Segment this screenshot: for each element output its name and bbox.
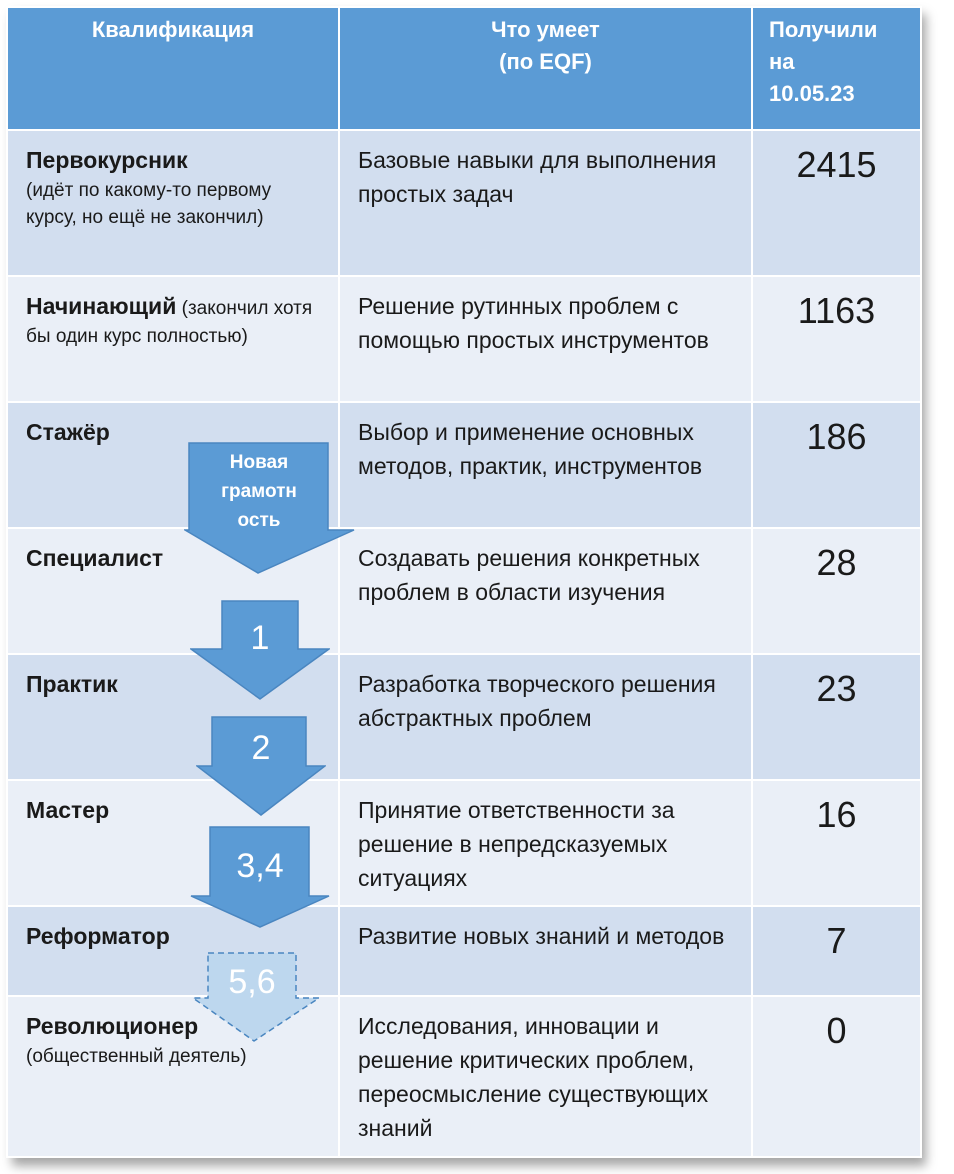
skill-cell: Разработка творческого решения абстрактных проблем bbox=[339, 654, 752, 780]
count-cell: 16 bbox=[752, 780, 921, 906]
header-skills-line1: Что умеет bbox=[491, 17, 600, 42]
header-received-date: 10.05.23 bbox=[769, 81, 855, 106]
count-cell: 1163 bbox=[752, 276, 921, 402]
header-received bbox=[752, 7, 921, 130]
qualification-name: Специалист bbox=[26, 545, 164, 571]
qualification-note: (идёт по какому-то первому курсу, но ещё не закончил) bbox=[26, 180, 272, 228]
table-row bbox=[7, 528, 921, 654]
qualification-name: Первокурсник bbox=[26, 147, 188, 173]
arrow-5-6 bbox=[192, 952, 320, 1042]
qualification-note: (закончил хотя бы один курс полностью) bbox=[26, 298, 313, 347]
qualification-name: Мастер bbox=[26, 797, 110, 823]
table-row bbox=[7, 780, 921, 906]
skill-cell: Создавать решения конкретных проблем в области изучения bbox=[339, 528, 752, 654]
qualification-table bbox=[6, 6, 922, 1158]
qualification-cell bbox=[7, 130, 339, 276]
skill-cell: Базовые навыки для выполнения простых задач bbox=[339, 130, 752, 276]
arrow-label: 3,4 bbox=[236, 847, 284, 885]
skill-cell: Исследования, инновации и решение критических проблем, переосмысление существующих знаний bbox=[339, 996, 752, 1157]
arrow-label-line3: ость bbox=[237, 510, 281, 531]
header-qualification bbox=[7, 7, 339, 130]
arrow-1 bbox=[190, 600, 330, 700]
table-row bbox=[7, 402, 921, 528]
header-skills-line2: (по EQF) bbox=[499, 49, 592, 74]
count-cell: 186 bbox=[752, 402, 921, 528]
qualification-name: Стажёр bbox=[26, 419, 110, 445]
count-cell: 28 bbox=[752, 528, 921, 654]
arrow-new-literacy bbox=[184, 442, 356, 575]
arrow-2 bbox=[196, 716, 326, 816]
skill-cell: Развитие новых знаний и методов bbox=[339, 906, 752, 996]
header-qualification-label: Квалификация bbox=[91, 17, 255, 42]
header-received-line1: Получили bbox=[769, 17, 878, 42]
table-row bbox=[7, 276, 921, 402]
qualification-name: Революционер bbox=[26, 1013, 199, 1039]
skill-cell: Принятие ответственности за решение в непредсказуемых ситуациях bbox=[339, 780, 752, 906]
arrow-label: 5,6 bbox=[228, 963, 276, 1001]
table-row bbox=[7, 654, 921, 780]
table-row bbox=[7, 130, 921, 276]
qualification-name: Практик bbox=[26, 671, 118, 697]
arrow-label-line1: Новая bbox=[229, 452, 289, 473]
table-row bbox=[7, 906, 921, 996]
count-cell: 2415 bbox=[752, 130, 921, 276]
skill-cell: Решение рутинных проблем с помощью простых инструментов bbox=[339, 276, 752, 402]
table-header-row bbox=[7, 7, 921, 130]
arrow-3-4 bbox=[190, 826, 330, 928]
arrow-label: 1 bbox=[250, 619, 270, 657]
arrow-label: 2 bbox=[251, 729, 271, 767]
qualification-name: Реформатор bbox=[26, 923, 170, 949]
qualification-cell bbox=[7, 276, 339, 402]
arrow-label-line2: грамотн bbox=[221, 481, 297, 502]
count-cell: 23 bbox=[752, 654, 921, 780]
header-received-line2: на bbox=[769, 49, 795, 74]
skill-cell: Выбор и применение основных методов, практик, инструментов bbox=[339, 402, 752, 528]
table-row bbox=[7, 996, 921, 1157]
header-skills bbox=[339, 7, 752, 130]
qualification-note: (общественный деятель) bbox=[26, 1046, 247, 1067]
count-cell: 7 bbox=[752, 906, 921, 996]
count-cell: 0 bbox=[752, 996, 921, 1157]
qualification-name: Начинающий bbox=[26, 293, 177, 319]
